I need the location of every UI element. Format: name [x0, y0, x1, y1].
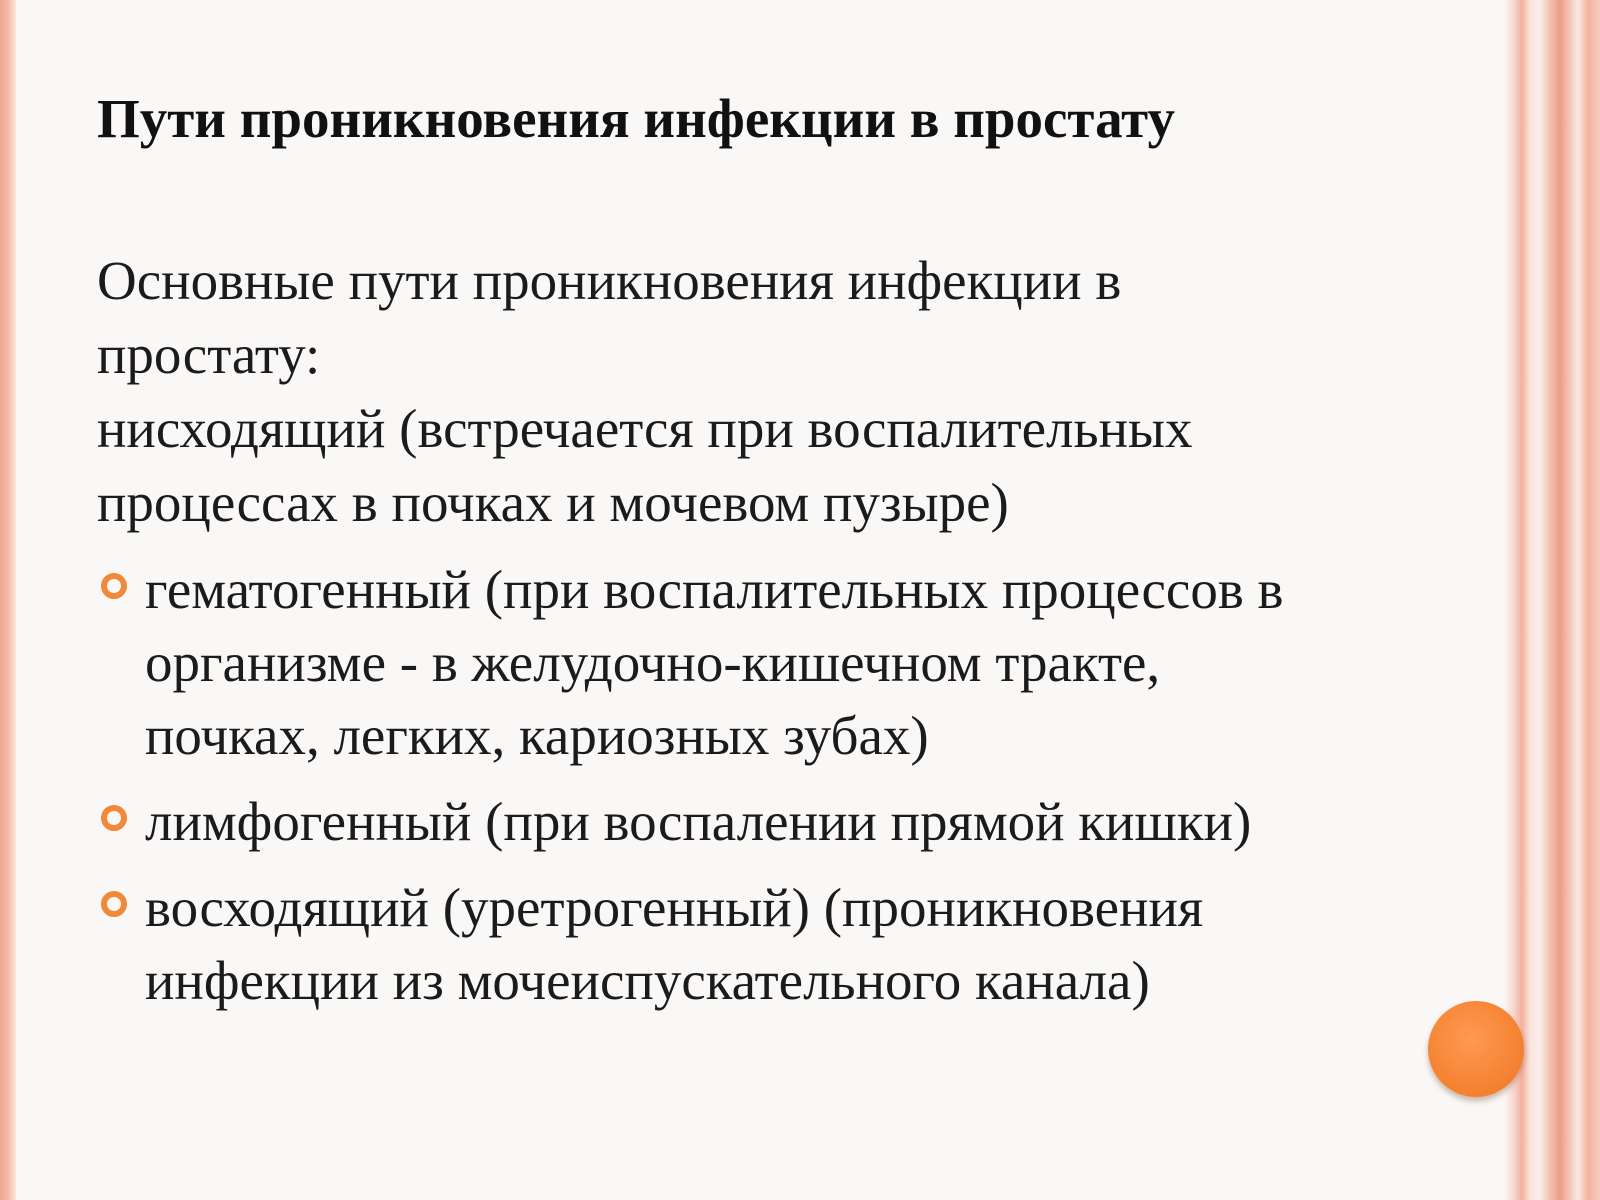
- bullet-list: [97, 553, 1477, 1017]
- slide-title: Пути проникновения инфекции в простату: [97, 88, 1175, 149]
- bullet-text: [145, 553, 1477, 772]
- right-border-stripes: [1504, 0, 1600, 1200]
- bullet-line: гематогенный (при воспалительных процессов в: [145, 559, 1284, 620]
- circle-bullet-icon: [101, 891, 127, 917]
- bullet-item-lymphogenous: [97, 785, 1477, 858]
- intro-paragraph: [97, 244, 1477, 540]
- bullet-item-hematogenous: [97, 553, 1477, 772]
- bullet-line: организме - в желудочно-кишечном тракте,: [145, 632, 1161, 693]
- bullet-line: почках, легких, кариозных зубах): [145, 705, 929, 766]
- intro-line: простату:: [97, 324, 321, 385]
- bullet-line: инфекции из мочеиспускательного канала): [145, 950, 1150, 1011]
- left-border-stripe: [0, 0, 16, 1200]
- slide-body: [97, 244, 1477, 1017]
- bullet-text: [145, 785, 1477, 858]
- bullet-item-ascending: [97, 871, 1477, 1017]
- intro-line: Основные пути проникновения инфекции в: [97, 250, 1122, 311]
- bullet-text: [145, 871, 1477, 1017]
- intro-line: нисходящий (встречается при воспалительных: [97, 398, 1193, 459]
- intro-line: процессах в почках и мочевом пузыре): [97, 472, 1009, 533]
- bullet-line: лимфогенный (при воспалении прямой кишки): [145, 791, 1252, 852]
- orange-circle-icon: [1428, 1001, 1524, 1097]
- bullet-line: восходящий (уретрогенный) (проникновения: [145, 877, 1204, 938]
- circle-bullet-icon: [101, 805, 127, 831]
- circle-bullet-icon: [101, 573, 127, 599]
